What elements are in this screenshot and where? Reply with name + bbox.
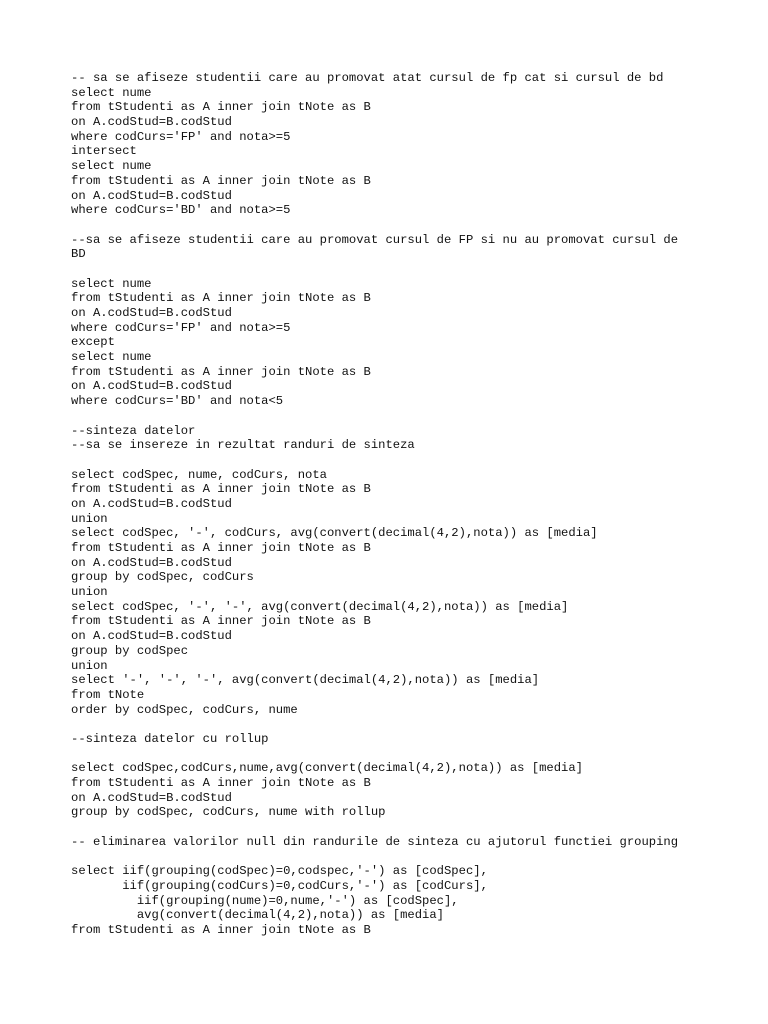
blank-line — [71, 453, 761, 468]
text-line: union — [71, 585, 108, 600]
text-line: BD — [71, 247, 86, 262]
text-line: on A.codStud=B.codStud — [71, 629, 232, 644]
text-line: on A.codStud=B.codStud — [71, 188, 232, 203]
text-line: iif(grouping(nume)=0,nume,'-') as [codSpec], — [71, 893, 459, 908]
text-line: group by codSpec, codCurs — [71, 570, 254, 585]
text-line: from tStudenti as A inner join tNote as B — [71, 541, 371, 555]
text-line: --sa se afiseze studentii care au promovat cursul de FP si nu au promovat cursul de — [71, 232, 679, 247]
blank-line — [71, 717, 761, 732]
text-line: select nume — [71, 159, 152, 174]
blank-line — [71, 747, 761, 762]
blank-line — [71, 849, 761, 864]
text-line: -- sa se afiseze studentii care au promovat atat cursul de fp cat si cursul de bd — [71, 71, 664, 85]
text-line: union — [71, 511, 108, 526]
text-line: from tNote — [71, 687, 145, 702]
text-line: select nume — [71, 85, 152, 100]
text-line: --sa se insereze in rezultat randuri de sinteza — [71, 438, 415, 453]
text-line: where codCurs='FP' and nota>=5 — [71, 320, 291, 335]
text-line: group by codSpec — [71, 643, 189, 658]
text-line: from tStudenti as A inner join tNote as B — [71, 614, 371, 629]
text-line: except — [71, 335, 115, 350]
text-line: avg(convert(decimal(4,2),nota)) as [media] — [71, 908, 444, 923]
text-line: on A.codStud=B.codStud — [71, 555, 232, 570]
text-line: from tStudenti as A inner join tNote as B — [71, 291, 371, 306]
text-line: select iif(grouping(codSpec)=0,codspec,'-') as [codSpec], — [71, 864, 488, 879]
text-line: group by codSpec, codCurs, nume with rollup — [71, 805, 386, 820]
text-line: where codCurs='BD' and nota>=5 — [71, 203, 291, 218]
text-line: intersect — [71, 144, 137, 159]
blank-line — [71, 262, 761, 277]
text-line: --sinteza datelor cu rollup — [71, 731, 269, 746]
text-line: from tStudenti as A inner join tNote as B — [71, 482, 371, 497]
text-line: select '-', '-', '-', avg(convert(decimal(4,2),nota)) as [media] — [71, 673, 540, 688]
text-line: on A.codStud=B.codStud — [71, 115, 232, 130]
text-line: iif(grouping(codCurs)=0,codCurs,'-') as [codCurs], — [71, 878, 488, 893]
text-line: from tStudenti as A inner join tNote as B — [71, 922, 371, 937]
text-line: from tStudenti as A inner join tNote as B — [71, 776, 371, 790]
text-line: from tStudenti as A inner join tNote as B — [71, 364, 371, 379]
text-line: --sinteza datelor — [71, 423, 196, 438]
text-line: on A.codStud=B.codStud — [71, 790, 232, 805]
text-line: on A.codStud=B.codStud — [71, 379, 232, 394]
text-line: on A.codStud=B.codStud — [71, 306, 232, 320]
blank-line — [71, 409, 761, 424]
text-line: order by codSpec, codCurs, nume — [71, 702, 298, 717]
text-line: on A.codStud=B.codStud — [71, 496, 232, 511]
text-line: select codSpec,codCurs,nume,avg(convert(decimal(4,2),nota)) as [media] — [71, 761, 583, 776]
text-line: select nume — [71, 276, 152, 291]
text-line: -- eliminarea valorilor null din randurile de sinteza cu ajutorul functiei grouping — [71, 834, 679, 849]
text-line: from tStudenti as A inner join tNote as B — [71, 173, 371, 188]
text-line: select nume — [71, 350, 152, 365]
text-line: where codCurs='FP' and nota>=5 — [71, 129, 291, 144]
text-line: union — [71, 658, 108, 673]
blank-line — [71, 218, 761, 233]
document-page — [71, 71, 761, 938]
text-line: select codSpec, nume, codCurs, nota — [71, 467, 327, 482]
blank-line — [71, 820, 761, 835]
text-line: from tStudenti as A inner join tNote as B — [71, 100, 371, 115]
text-line: select codSpec, '-', codCurs, avg(convert(decimal(4,2),nota)) as [media] — [71, 526, 598, 541]
text-line: where codCurs='BD' and nota<5 — [71, 394, 284, 409]
text-line: select codSpec, '-', '-', avg(convert(decimal(4,2),nota)) as [media] — [71, 599, 569, 614]
